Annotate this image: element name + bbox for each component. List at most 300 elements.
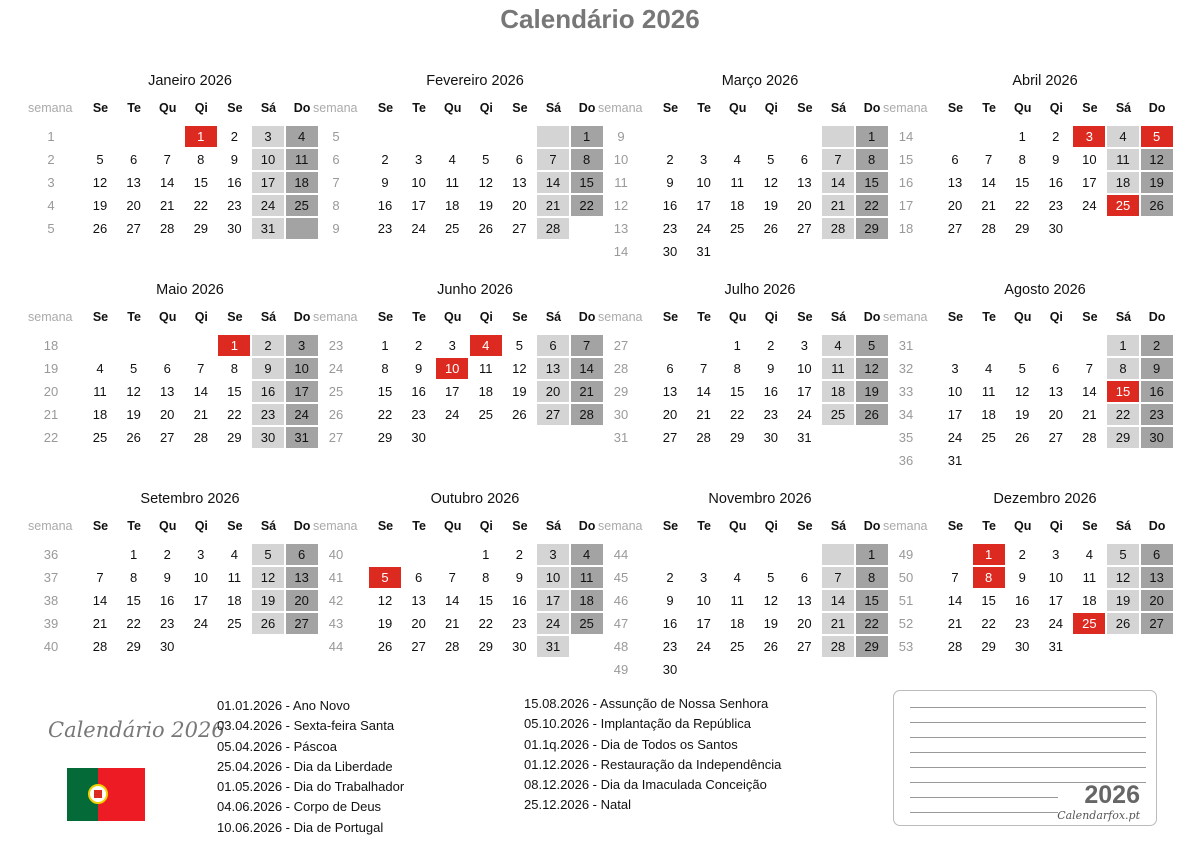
day-cell[interactable]: 8 (197, 152, 205, 167)
day-cell[interactable]: 20 (947, 198, 963, 213)
day-cell[interactable]: 13 (1048, 384, 1064, 399)
day-cell[interactable]: 27 (126, 221, 141, 236)
day-cell[interactable]: 20 (126, 198, 141, 213)
day-cell[interactable]: 29 (729, 430, 745, 445)
day-cell[interactable]: 12 (252, 567, 284, 588)
day-cell[interactable]: 10 (947, 384, 963, 399)
day-cell[interactable]: 16 (512, 593, 527, 608)
day-cell[interactable]: 18 (822, 381, 854, 402)
day-cell[interactable]: 27 (159, 430, 175, 445)
day-cell[interactable]: 17 (797, 384, 812, 399)
day-cell[interactable]: 22 (126, 616, 141, 631)
day-cell[interactable]: 16 (252, 381, 284, 402)
day-cell[interactable]: 5 (1141, 126, 1173, 147)
day-cell[interactable]: 31 (696, 244, 711, 259)
day-cell[interactable]: 24 (696, 221, 711, 236)
day-cell[interactable]: 23 (252, 404, 284, 425)
day-cell[interactable]: 12 (1107, 567, 1139, 588)
day-cell[interactable]: 17 (947, 407, 963, 422)
day-cell[interactable]: 4 (984, 361, 993, 376)
day-cell[interactable]: 8 (973, 567, 1005, 588)
day-cell[interactable]: 2 (666, 570, 674, 585)
day-cell[interactable]: 29 (856, 218, 888, 239)
day-cell[interactable]: 14 (1082, 384, 1097, 399)
day-cell[interactable]: 30 (512, 639, 527, 654)
day-cell[interactable]: 13 (947, 175, 963, 190)
day-cell[interactable]: 2 (1018, 547, 1026, 562)
day-cell[interactable]: 4 (822, 335, 854, 356)
day-cell[interactable]: 13 (411, 593, 426, 608)
day-cell[interactable]: 23 (1014, 616, 1030, 631)
day-cell[interactable]: 28 (822, 636, 854, 657)
day-cell[interactable]: 20 (662, 407, 678, 422)
day-cell[interactable]: 11 (822, 358, 854, 379)
day-cell[interactable]: 4 (448, 152, 456, 167)
day-cell[interactable]: 15 (377, 384, 393, 399)
day-cell[interactable]: 17 (1048, 593, 1064, 608)
day-cell[interactable]: 5 (1018, 361, 1026, 376)
day-cell[interactable]: 11 (730, 175, 744, 190)
day-cell[interactable]: 16 (662, 198, 678, 213)
day-cell[interactable]: 12 (1141, 149, 1173, 170)
day-cell[interactable]: 3 (1073, 126, 1105, 147)
day-cell[interactable]: 8 (1018, 152, 1026, 167)
day-cell[interactable]: 5 (1107, 544, 1139, 565)
day-cell[interactable]: 18 (729, 198, 745, 213)
day-cell[interactable]: 7 (1085, 361, 1093, 376)
day-cell[interactable]: 31 (537, 636, 569, 657)
day-cell[interactable]: 14 (947, 593, 963, 608)
day-cell[interactable]: 12 (1014, 384, 1030, 399)
day-cell[interactable]: 23 (1141, 404, 1173, 425)
day-cell[interactable]: 11 (571, 567, 603, 588)
day-cell[interactable]: 15 (126, 593, 141, 608)
day-cell[interactable]: 25 (227, 616, 242, 631)
day-cell[interactable]: 5 (515, 338, 523, 353)
day-cell[interactable]: 25 (981, 430, 996, 445)
day-cell[interactable]: 5 (482, 152, 490, 167)
day-cell[interactable]: 7 (96, 570, 104, 585)
day-cell[interactable]: 10 (1082, 152, 1097, 167)
day-cell[interactable]: 27 (797, 639, 812, 654)
day-cell[interactable]: 16 (662, 616, 678, 631)
day-cell[interactable]: 27 (286, 613, 318, 634)
day-cell[interactable]: 9 (414, 361, 423, 376)
day-cell[interactable]: 5 (767, 570, 775, 585)
day-cell[interactable]: 25 (286, 195, 318, 216)
day-cell[interactable]: 3 (252, 126, 284, 147)
day-cell[interactable]: 19 (92, 198, 108, 213)
day-cell[interactable]: 29 (193, 221, 209, 236)
day-cell[interactable]: 12 (763, 593, 779, 608)
day-cell[interactable]: 14 (822, 590, 854, 611)
day-cell[interactable]: 29 (478, 639, 494, 654)
day-cell[interactable]: 2 (1052, 129, 1060, 144)
day-cell[interactable]: 6 (163, 361, 171, 376)
day-cell[interactable]: 7 (699, 361, 708, 376)
day-cell[interactable]: 23 (763, 407, 779, 422)
day-cell[interactable]: 22 (981, 616, 996, 631)
empty-day-cell[interactable] (822, 544, 854, 565)
day-cell[interactable]: 10 (537, 567, 569, 588)
day-cell[interactable]: 30 (662, 662, 678, 677)
day-cell[interactable]: 28 (571, 404, 603, 425)
day-cell[interactable]: 14 (92, 593, 108, 608)
day-cell[interactable]: 3 (951, 361, 959, 376)
day-cell[interactable]: 6 (515, 152, 523, 167)
day-cell[interactable]: 28 (92, 639, 108, 654)
day-cell[interactable]: 9 (252, 358, 284, 379)
day-cell[interactable]: 31 (286, 427, 318, 448)
day-cell[interactable]: 26 (126, 430, 141, 445)
day-cell[interactable]: 27 (512, 221, 527, 236)
day-cell[interactable]: 1 (973, 544, 1005, 565)
day-cell[interactable]: 24 (947, 430, 963, 445)
day-cell[interactable]: 5 (767, 152, 775, 167)
day-cell[interactable]: 9 (1141, 358, 1173, 379)
day-cell[interactable]: 10 (797, 361, 812, 376)
day-cell[interactable]: 6 (414, 570, 423, 585)
day-cell[interactable]: 3 (414, 152, 423, 167)
day-cell[interactable]: 30 (252, 427, 284, 448)
day-cell[interactable]: 19 (763, 616, 779, 631)
day-cell[interactable]: 17 (286, 381, 318, 402)
day-cell[interactable]: 24 (1082, 198, 1097, 213)
day-cell[interactable]: 9 (163, 570, 171, 585)
day-cell[interactable]: 7 (822, 567, 854, 588)
day-cell[interactable]: 11 (981, 384, 996, 399)
day-cell[interactable]: 10 (696, 175, 711, 190)
day-cell[interactable]: 4 (230, 547, 238, 562)
day-cell[interactable]: 29 (981, 639, 996, 654)
day-cell[interactable]: 18 (571, 590, 603, 611)
day-cell[interactable]: 11 (1107, 149, 1139, 170)
day-cell[interactable]: 8 (482, 570, 490, 585)
day-cell[interactable]: 1 (1107, 335, 1139, 356)
day-cell[interactable]: 11 (445, 175, 459, 190)
day-cell[interactable]: 30 (763, 430, 779, 445)
day-cell[interactable]: 3 (800, 338, 808, 353)
day-cell[interactable]: 23 (411, 407, 426, 422)
day-cell[interactable]: 4 (1085, 547, 1093, 562)
day-cell[interactable]: 6 (666, 361, 674, 376)
day-cell[interactable]: 13 (662, 384, 678, 399)
day-cell[interactable]: 4 (470, 335, 502, 356)
day-cell[interactable]: 18 (1107, 172, 1139, 193)
day-cell[interactable]: 15 (856, 590, 888, 611)
day-cell[interactable]: 4 (571, 544, 603, 565)
day-cell[interactable]: 17 (252, 172, 284, 193)
day-cell[interactable]: 12 (763, 175, 779, 190)
day-cell[interactable]: 26 (478, 221, 494, 236)
day-cell[interactable]: 27 (797, 221, 812, 236)
day-cell[interactable]: 23 (512, 616, 527, 631)
empty-day-cell[interactable] (537, 126, 569, 147)
day-cell[interactable]: 6 (951, 152, 959, 167)
day-cell[interactable]: 16 (159, 593, 175, 608)
day-cell[interactable]: 21 (822, 195, 854, 216)
day-cell[interactable]: 11 (286, 149, 318, 170)
day-cell[interactable]: 14 (537, 172, 569, 193)
day-cell[interactable]: 24 (696, 639, 711, 654)
day-cell[interactable]: 13 (797, 593, 812, 608)
day-cell[interactable]: 24 (797, 407, 812, 422)
day-cell[interactable]: 11 (227, 570, 242, 585)
day-cell[interactable]: 28 (537, 218, 569, 239)
day-cell[interactable]: 13 (126, 175, 141, 190)
day-cell[interactable]: 28 (159, 221, 175, 236)
day-cell[interactable]: 30 (662, 244, 678, 259)
day-cell[interactable]: 27 (662, 430, 678, 445)
day-cell[interactable]: 28 (981, 221, 996, 236)
day-cell[interactable]: 18 (478, 384, 494, 399)
day-cell[interactable]: 25 (822, 404, 854, 425)
day-cell[interactable]: 8 (1107, 358, 1139, 379)
day-cell[interactable]: 24 (193, 616, 209, 631)
day-cell[interactable]: 8 (856, 149, 888, 170)
day-cell[interactable]: 26 (92, 221, 108, 236)
day-cell[interactable]: 16 (227, 175, 242, 190)
day-cell[interactable]: 17 (696, 198, 711, 213)
day-cell[interactable]: 21 (159, 198, 175, 213)
day-cell[interactable]: 8 (571, 149, 603, 170)
day-cell[interactable]: 26 (763, 221, 779, 236)
day-cell[interactable]: 31 (252, 218, 284, 239)
day-cell[interactable]: 2 (515, 547, 523, 562)
day-cell[interactable]: 1 (856, 544, 888, 565)
day-cell[interactable]: 27 (411, 639, 426, 654)
day-cell[interactable]: 23 (227, 198, 242, 213)
day-cell[interactable]: 3 (699, 152, 708, 167)
day-cell[interactable]: 6 (800, 570, 808, 585)
day-cell[interactable]: 21 (981, 198, 996, 213)
day-cell[interactable]: 15 (856, 172, 888, 193)
day-cell[interactable]: 6 (1052, 361, 1060, 376)
day-cell[interactable]: 9 (767, 361, 775, 376)
day-cell[interactable]: 28 (947, 639, 963, 654)
day-cell[interactable]: 25 (1073, 613, 1105, 634)
day-cell[interactable]: 15 (981, 593, 996, 608)
day-cell[interactable]: 26 (1141, 195, 1173, 216)
day-cell[interactable]: 11 (730, 593, 744, 608)
day-cell[interactable]: 15 (1107, 381, 1139, 402)
day-cell[interactable]: 19 (126, 407, 141, 422)
day-cell[interactable]: 20 (1141, 590, 1173, 611)
day-cell[interactable]: 1 (733, 338, 741, 353)
day-cell[interactable]: 2 (230, 129, 238, 144)
day-cell[interactable]: 3 (197, 547, 205, 562)
day-cell[interactable]: 22 (478, 616, 494, 631)
day-cell[interactable]: 2 (1141, 335, 1173, 356)
day-cell[interactable]: 1 (218, 335, 250, 356)
day-cell[interactable]: 4 (733, 570, 741, 585)
day-cell[interactable]: 8 (230, 361, 238, 376)
day-cell[interactable]: 5 (129, 361, 138, 376)
day-cell[interactable]: 7 (537, 149, 569, 170)
day-cell[interactable]: 18 (1082, 593, 1097, 608)
day-cell[interactable]: 6 (129, 152, 138, 167)
day-cell[interactable]: 3 (537, 544, 569, 565)
day-cell[interactable]: 24 (537, 613, 569, 634)
day-cell[interactable]: 7 (448, 570, 456, 585)
day-cell[interactable]: 18 (227, 593, 242, 608)
day-cell[interactable]: 13 (537, 358, 569, 379)
day-cell[interactable]: 23 (377, 221, 393, 236)
day-cell[interactable]: 17 (193, 593, 209, 608)
day-cell[interactable]: 27 (1141, 613, 1173, 634)
day-cell[interactable]: 24 (286, 404, 318, 425)
day-cell[interactable]: 10 (411, 175, 426, 190)
day-cell[interactable]: 22 (729, 407, 745, 422)
day-cell[interactable]: 14 (159, 175, 175, 190)
day-cell[interactable]: 16 (1141, 381, 1173, 402)
day-cell[interactable]: 27 (537, 404, 569, 425)
day-cell[interactable]: 22 (1014, 198, 1030, 213)
day-cell[interactable]: 7 (822, 149, 854, 170)
day-cell[interactable]: 20 (286, 590, 318, 611)
day-cell[interactable]: 15 (571, 172, 603, 193)
day-cell[interactable]: 18 (981, 407, 996, 422)
day-cell[interactable]: 8 (856, 567, 888, 588)
day-cell[interactable]: 29 (126, 639, 141, 654)
day-cell[interactable]: 31 (1048, 639, 1064, 654)
day-cell[interactable]: 25 (92, 430, 108, 445)
day-cell[interactable]: 6 (800, 152, 808, 167)
day-cell[interactable]: 16 (411, 384, 426, 399)
day-cell[interactable]: 29 (227, 430, 242, 445)
day-cell[interactable]: 14 (193, 384, 209, 399)
day-cell[interactable]: 17 (1082, 175, 1097, 190)
day-cell[interactable]: 6 (537, 335, 569, 356)
day-cell[interactable]: 24 (252, 195, 284, 216)
day-cell[interactable]: 7 (984, 152, 993, 167)
day-cell[interactable]: 30 (411, 430, 426, 445)
day-cell[interactable]: 8 (381, 361, 389, 376)
day-cell[interactable]: 19 (512, 384, 527, 399)
day-cell[interactable]: 18 (286, 172, 318, 193)
day-cell[interactable]: 21 (193, 407, 209, 422)
day-cell[interactable]: 19 (1141, 172, 1173, 193)
day-cell[interactable]: 15 (227, 384, 242, 399)
day-cell[interactable]: 3 (699, 570, 708, 585)
day-cell[interactable]: 19 (478, 198, 494, 213)
day-cell[interactable]: 10 (252, 149, 284, 170)
day-cell[interactable]: 2 (414, 338, 423, 353)
day-cell[interactable]: 2 (767, 338, 775, 353)
day-cell[interactable]: 10 (193, 570, 209, 585)
day-cell[interactable]: 19 (252, 590, 284, 611)
day-cell[interactable]: 20 (411, 616, 426, 631)
day-cell[interactable]: 15 (193, 175, 209, 190)
day-cell[interactable]: 7 (571, 335, 603, 356)
day-cell[interactable]: 28 (444, 639, 460, 654)
day-cell[interactable]: 26 (856, 404, 888, 425)
day-cell[interactable]: 7 (163, 152, 171, 167)
day-cell[interactable]: 26 (252, 613, 284, 634)
day-cell[interactable]: 1 (482, 547, 490, 562)
day-cell[interactable]: 25 (478, 407, 494, 422)
day-cell[interactable]: 28 (822, 218, 854, 239)
day-cell[interactable]: 3 (286, 335, 318, 356)
day-cell[interactable]: 2 (163, 547, 171, 562)
day-cell[interactable]: 12 (377, 593, 393, 608)
day-cell[interactable]: 13 (512, 175, 527, 190)
day-cell[interactable]: 22 (856, 613, 888, 634)
day-cell[interactable]: 27 (947, 221, 963, 236)
day-cell[interactable]: 21 (1082, 407, 1097, 422)
day-cell[interactable]: 9 (230, 152, 238, 167)
day-cell[interactable]: 20 (797, 616, 812, 631)
day-cell[interactable]: 24 (444, 407, 460, 422)
day-cell[interactable]: 13 (286, 567, 318, 588)
day-cell[interactable]: 18 (92, 407, 108, 422)
day-cell[interactable]: 1 (185, 126, 217, 147)
day-cell[interactable]: 30 (1014, 639, 1030, 654)
day-cell[interactable]: 17 (444, 384, 460, 399)
day-cell[interactable]: 12 (512, 361, 527, 376)
day-cell[interactable]: 7 (951, 570, 959, 585)
day-cell[interactable]: 10 (436, 358, 468, 379)
day-cell[interactable]: 21 (571, 381, 603, 402)
day-cell[interactable]: 25 (444, 221, 460, 236)
day-cell[interactable]: 13 (159, 384, 175, 399)
day-cell[interactable]: 10 (696, 593, 711, 608)
day-cell[interactable]: 1 (856, 126, 888, 147)
day-cell[interactable]: 1 (381, 338, 389, 353)
day-cell[interactable]: 20 (537, 381, 569, 402)
day-cell[interactable]: 8 (129, 570, 138, 585)
day-cell[interactable]: 29 (1014, 221, 1030, 236)
day-cell[interactable]: 2 (252, 335, 284, 356)
day-cell[interactable]: 28 (193, 430, 209, 445)
day-cell[interactable]: 25 (729, 221, 745, 236)
day-cell[interactable]: 14 (696, 384, 711, 399)
day-cell[interactable]: 28 (696, 430, 711, 445)
day-cell[interactable]: 30 (159, 639, 175, 654)
day-cell[interactable]: 12 (478, 175, 494, 190)
day-cell[interactable]: 17 (411, 198, 426, 213)
day-cell[interactable]: 23 (159, 616, 175, 631)
day-cell[interactable]: 20 (797, 198, 812, 213)
day-cell[interactable]: 16 (763, 384, 779, 399)
day-cell[interactable]: 22 (856, 195, 888, 216)
day-cell[interactable]: 26 (512, 407, 527, 422)
day-cell[interactable]: 5 (369, 567, 401, 588)
day-cell[interactable]: 1 (571, 126, 603, 147)
day-cell[interactable]: 29 (377, 430, 393, 445)
day-cell[interactable]: 19 (377, 616, 393, 631)
day-cell[interactable]: 25 (571, 613, 603, 634)
day-cell[interactable]: 1 (1018, 129, 1026, 144)
day-cell[interactable]: 5 (252, 544, 284, 565)
day-cell[interactable]: 28 (1082, 430, 1097, 445)
day-cell[interactable]: 13 (797, 175, 812, 190)
day-cell[interactable]: 4 (733, 152, 741, 167)
day-cell[interactable]: 11 (1082, 570, 1097, 585)
day-cell[interactable]: 2 (381, 152, 389, 167)
day-cell[interactable]: 19 (1014, 407, 1030, 422)
day-cell[interactable]: 18 (729, 616, 745, 631)
day-cell[interactable]: 22 (377, 407, 393, 422)
day-cell[interactable]: 14 (571, 358, 603, 379)
day-cell[interactable]: 11 (479, 361, 493, 376)
day-cell[interactable]: 14 (822, 172, 854, 193)
day-cell[interactable]: 6 (1141, 544, 1173, 565)
day-cell[interactable]: 13 (1141, 567, 1173, 588)
day-cell[interactable]: 31 (797, 430, 812, 445)
day-cell[interactable]: 21 (537, 195, 569, 216)
day-cell[interactable]: 21 (444, 616, 460, 631)
